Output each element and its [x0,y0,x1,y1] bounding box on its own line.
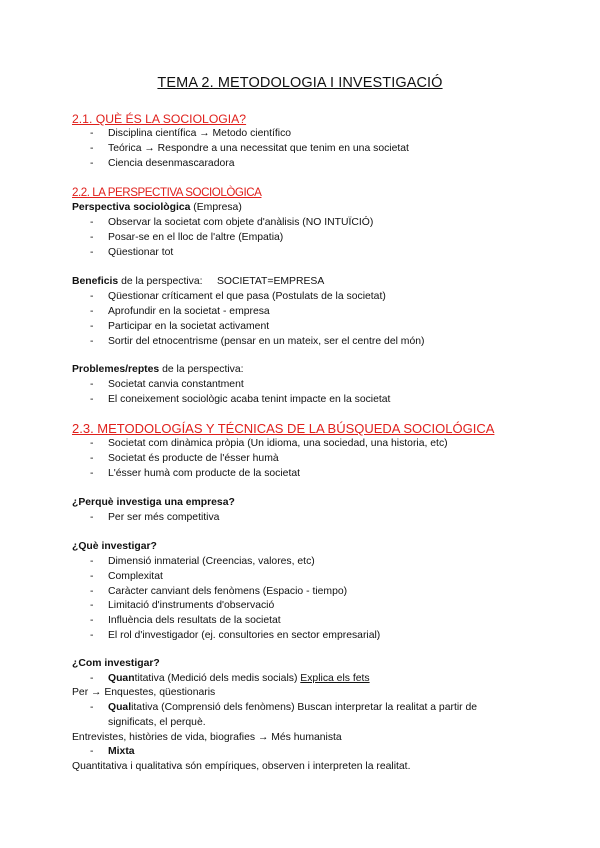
question-heading: ¿Què investigar? [72,541,157,552]
beneficis-label: Beneficis de la perspectiva: SOCIETAT=EMPRESA [72,276,325,287]
list-item: - Aprofundir en la societat - empresa [90,306,270,317]
section-heading-2-3: 2.3. METODOLOGÍAS Y TÉCNICAS DE LA BÚSQUEDA SOCIOLÓGICA [72,421,495,436]
list-item: - Qüestionar tot [90,247,174,258]
section-heading-2-1: 2.1. QUÈ ÉS LA SOCIOLOGIA? [72,112,247,126]
list-item: - El coneixement sociològic acaba tenint impacte en la societat [90,394,391,405]
list-item: - Societat canvia constantment [90,379,244,390]
list-item: - Qüestionar críticament el que pasa (Postulats de la societat) [90,291,386,302]
question-heading: ¿Perquè investiga una empresa? [72,497,235,508]
list-item: - Observar la societat com objete d'anàlisis (NO INTUÏCIÓ) [90,217,374,228]
list-item: - Societat com dinàmica pròpia (Un idioma, una sociedad, una historia, etc) [90,438,448,449]
problemes-label: Problemes/reptes de la perspectiva: [72,364,244,375]
list-item: - Ciencia desenmascaradora [90,158,235,169]
list-item: - Dimensió inmaterial (Creencias, valores, etc) [90,556,315,567]
list-item: - Limitació d'instruments d'observació [90,600,275,611]
list-item: - Qualitativa (Comprensió dels fenòmens) Buscan interpretar la realitat a partir de [90,702,478,713]
page-title: TEMA 2. METODOLOGIA I INVESTIGACIÓ [157,75,443,91]
list-item: - Societat és producte de l'ésser humà [90,453,279,464]
text-line: Quantitativa i qualitativa són empíriques, observen i interpreten la realitat. [72,761,411,772]
text-line: Entrevistes, històries de vida, biografies → Més humanista [72,732,342,743]
text-line: Per → Enquestes, qüestionaris [72,687,216,698]
list-item: - Quantitativa (Medició dels medis socials) Explica els fets [90,673,370,684]
list-item: - Mixta [90,746,135,757]
list-item: - Sortir del etnocentrisme (pensar en un mateix, ser el centre del món) [90,336,425,347]
perspectiva-label: Perspectiva sociològica (Empresa) [72,202,242,213]
list-item: - Influència dels resultats de la societat [90,615,281,626]
section-heading-2-2: 2.2. LA PERSPECTIVA SOCIOLÒGICA [72,186,262,199]
list-item: - Participar en la societat activament [90,321,270,332]
list-item: - Teórica → Respondre a una necessitat que tenim en una societat [90,143,409,154]
list-item: - Caràcter canviant dels fenòmens (Espacio - tiempo) [90,586,348,597]
question-heading: ¿Com investigar? [72,658,160,669]
list-item: - Disciplina científica → Metodo científico [90,128,292,139]
list-item: - Per ser més competitiva [90,512,220,523]
list-item: - Posar-se en el lloc de l'altre (Empatia) [90,232,284,243]
text-line: significats, el perquè. [108,717,206,728]
list-item: - L'ésser humà com producte de la societat [90,468,301,479]
list-item: - Complexitat [90,571,163,582]
list-item: - El rol d'investigador (ej. consultories en sector empresarial) [90,630,381,641]
